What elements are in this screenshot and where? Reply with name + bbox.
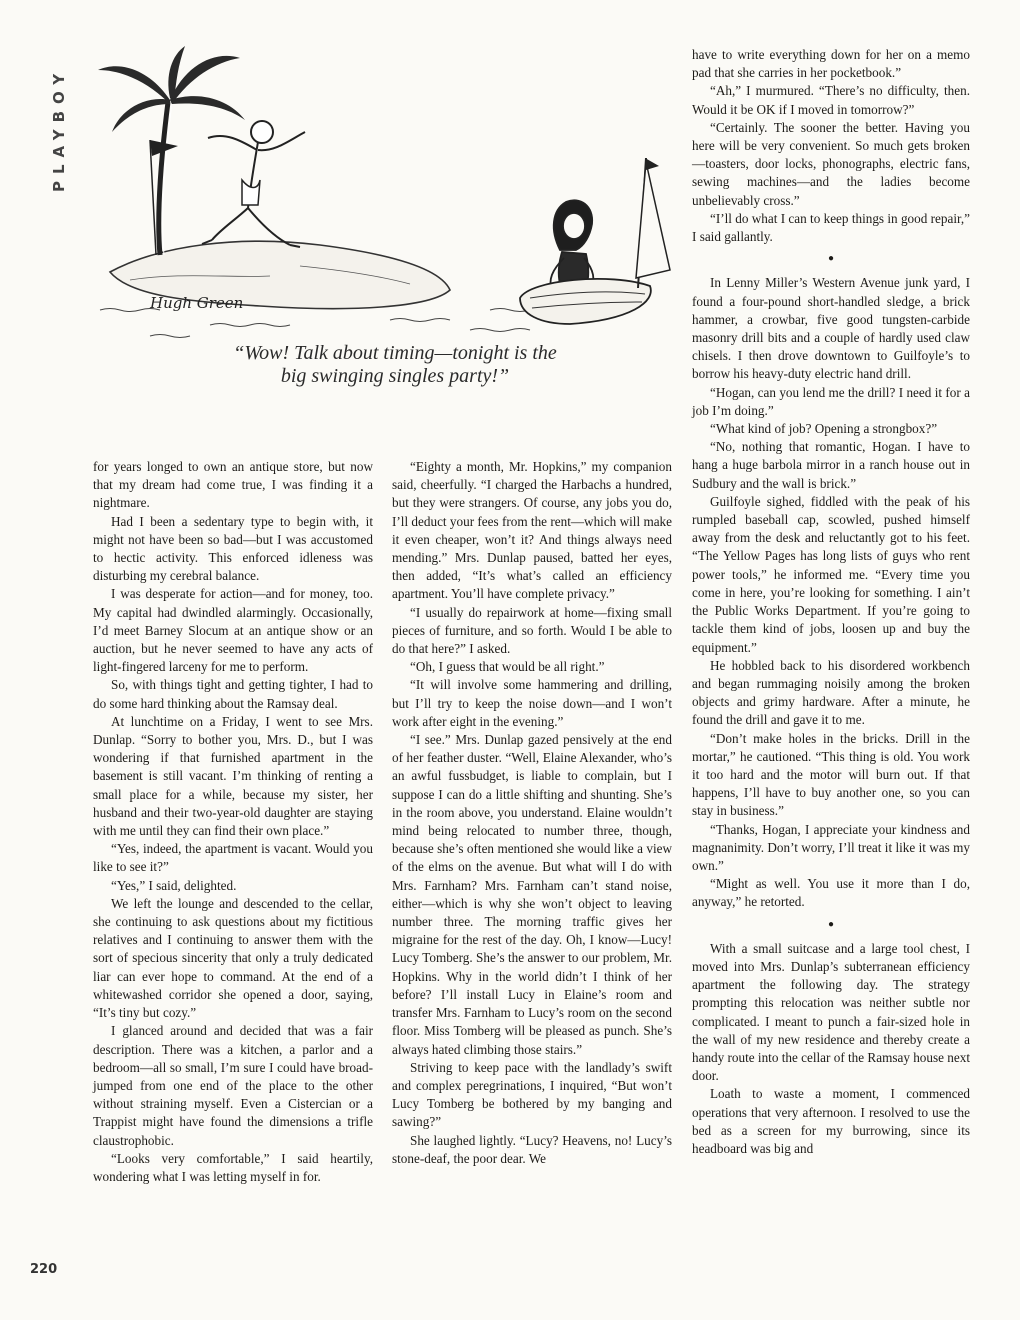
paragraph: “Looks very comfortable,” I said heartily, wondering what I was letting myself in for. (93, 1150, 373, 1184)
paragraph: “Yes, indeed, the apartment is vacant. Would you like to see it?” (93, 841, 373, 875)
text-column-3 (692, 46, 970, 1158)
paragraph: So, with things tight and getting tighter, I had to do some hard thinking about the Ramsay deal. (93, 677, 373, 711)
cartoon-caption (160, 342, 630, 388)
paragraph: “No, nothing that romantic, Hogan. I have to hang a huge barbola mirror in a ranch house out in Sudbury and the wall is brick.” (692, 439, 970, 491)
caption-line-1: “Wow! Talk about timing—tonight is the (233, 342, 557, 364)
section-separator: ● (827, 253, 835, 265)
paragraph: Striving to keep pace with the landlady’s swift and complex peregrinations, I inquired, “But won’t Lucy Tomberg be bothered by my banging and sawing?” (392, 1059, 672, 1130)
paragraph: I was desperate for action—and for money, too. My capital had dwindled alarmingly. Occasionally, I’d meet Barney Slocum at an antique show or an auction, but he never seemed to have any acts of light-fingered larceny for me to perform. (93, 586, 373, 675)
paragraph: “I see.” Mrs. Dunlap gazed pensively at the end of her feather duster. “Well, Elaine Alexander, who’s an awful fussbudget, is liable to complain, but I suppose I can do a little shifting and shunting. She’s in the room above, you understand. Elaine wouldn’t mind being relocated to number three, though, because she’s often mentioned she would like a view of the elms on the avenue. But what will I do with Mrs. Farnham? Mrs. Farnham can’t stand noise, either—which is why she won’t object to leaving number three. The morning traffic gives her migraine for the rest of the day. Oh, I know—Lucy! Lucy Tomberg. She’s the answer to our problem, Mr. Hopkins. Why in the world didn’t I think of her before? I’ll install Lucy in Elaine’s room and transfer Mrs. Farnham to Lucy’s room on the second floor. Miss Tomberg will be pleased as punch. She’s always hated climbing those stairs.” (392, 732, 672, 1057)
section-separator: ● (827, 918, 835, 930)
page-number: 220 (30, 1262, 58, 1277)
paragraph: Had I been a sedentary type to begin with, it might not have been so bad—but I was accustomed to hectic activity. This enforced idleness was disturbing my cerebral balance. (93, 513, 373, 584)
paragraph: “Thanks, Hogan, I appreciate your kindness and magnanimity. Don’t worry, I’ll treat it like it was my own.” (692, 821, 970, 873)
paragraph: “Certainly. The sooner the better. Having you here will be very convenient. So much gets broken—toasters, door locks, phonographs, electric fans, sewing machines—and the ladies become unbelievably cross.” (692, 119, 970, 208)
paragraph: “What kind of job? Opening a strongbox?” (710, 421, 938, 437)
paragraph: Loath to waste a moment, I commenced operations that very afternoon. I resolved to use the bed as a screen for my burrowing, since its headboard was big and (692, 1086, 970, 1156)
paragraph: have to write everything down for her on a memo pad that she carries in her pocketbook.” (692, 47, 970, 81)
paragraph: “It will involve some hammering and drilling, but I’ll try to keep the noise down—and I won’t work after eight in the evening.” (392, 677, 672, 729)
paragraph: “Hogan, can you lend me the drill? I need it for a job I’m doing.” (692, 384, 970, 418)
paragraph: At lunchtime on a Friday, I went to see Mrs. Dunlap. “Sorry to bother you, Mrs. D., but I was wondering if that furnished apartment in the basement is still vacant. I’m thinking of renting a small place for a while, because my sister, her husband and their two-year-old daughter are staying with me until they can find their own place.” (93, 713, 373, 839)
paragraph: Guilfoyle sighed, fiddled with the peak of his rumpled baseball cap, scowled, pushed himself away from the desk and reluctantly got to his feet. “The Yellow Pages has long lists of guys who rent power tools,” he informed me. “Every time you come in here, you’re looking for something. I ain’t the Public Works Department. If you’re going to tackle them kind of jobs, loosen up and buy the equipment.” (692, 493, 970, 655)
paragraph: I glanced around and decided that was a fair description. There was a kitchen, a parlor and a bedroom—all so small, I’m sure I could have broad-jumped from one end of the place to the other without straining myself. Even a Cistercian or a Trappist might have found the dimensions a trifle claustrophobic. (93, 1023, 373, 1148)
caption-line-2: big swinging singles party!” (280, 365, 510, 387)
masthead-text: PLAYBOY (50, 66, 68, 192)
paragraph: for years longed to own an antique store, but now that my dream had come true, I was finding it a nightmare. (93, 459, 373, 511)
paragraph: “Don’t make holes in the bricks. Drill in the mortar,” he cautioned. “This thing is old. You work it too hard and the motor will burn out. If that happens, I’ll have to buy another one, so you can stay in business.” (692, 730, 970, 819)
cartoonist-signature: Hugh Green (150, 294, 244, 312)
paragraph: We left the lounge and descended to the cellar, she continuing to ask questions about my fictitious relatives and I continuing to answer them with the sort of specious sincerity that only a truly dedicated liar can ever hope to command. At the end of a whitewashed corridor she opened a door, saying, “It’s tiny but cozy.” (93, 895, 373, 1021)
paragraph: In Lenny Miller’s Western Avenue junk yard, I found a four-pound short-handled sledge, a brick hammer, a crowbar, five good tungsten-carbide masonry drill bits and a couple of hardly used claw chisels. I then drove downtown to Guilfoyle’s to borrow his heavy-duty electric hand drill. (692, 275, 970, 382)
paragraph: With a small suitcase and a large tool chest, I moved into Mrs. Dunlap’s subterranean efficiency apartment the following day. The strategy prompting this relocation was neither subtle nor complicated. I meant to punch a fair-sized hole in the wall of my new residence and thereby create a handy route into the cellar of the Ramsay house next door. (692, 940, 970, 1084)
paragraph: “Eighty a month, Mr. Hopkins,” my companion said, cheerfully. “I charged the Harbachs a hundred, but they were strangers. Of course, any jobs you do, I’ll deduct your fees from the rent—which will make it even cheaper, won’t it? And things always need mending.” Mrs. Dunlap paused, batted her eyes, then added, “It’s what’s called an efficiency apartment. You’ll have complete privacy.” (392, 459, 672, 602)
text-column-2 (392, 458, 672, 1168)
paragraph: “Might as well. You use it more than I do, anyway,” he retorted. (692, 876, 970, 910)
text-column-1 (93, 458, 373, 1186)
paragraph: She laughed lightly. “Lucy? Heavens, no! Lucy’s stone-deaf, the poor dear. We (392, 1132, 672, 1166)
paragraph: “Yes,” I said, delighted. (111, 877, 237, 893)
paragraph: “Ah,” I murmured. “There’s no difficulty, then. Would it be OK if I moved in tomorrow?” (692, 83, 970, 117)
paragraph: “I’ll do what I can to keep things in good repair,” I said gallantly. (692, 210, 970, 245)
cartoon-illustration (90, 40, 680, 340)
paragraph: He hobbled back to his disordered workbench and began rummaging noisily among the broken objects and grimy hardware. After a minute, he found the drill and gave it to me. (692, 657, 970, 728)
paragraph: “Oh, I guess that would be all right.” (410, 659, 605, 675)
paragraph: “I usually do repairwork at home—fixing small pieces of furniture, and so forth. Would I be able to do that here?” I asked. (392, 604, 672, 657)
magazine-masthead (50, 42, 80, 192)
